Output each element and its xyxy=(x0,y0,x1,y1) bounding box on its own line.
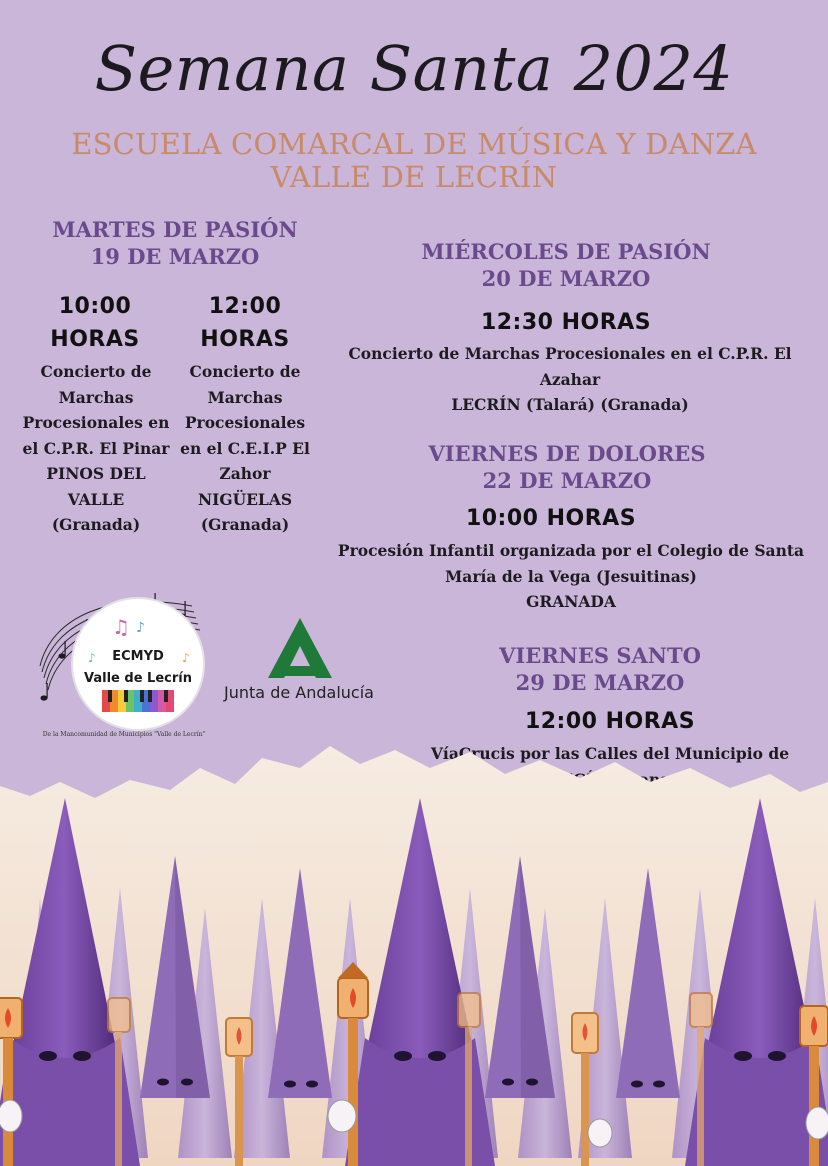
desc-line: Procesionales xyxy=(184,413,306,432)
ecmyd-caption: De la Mancomunidad de Municipios "Valle de Lecrín" xyxy=(42,731,206,738)
poster-title: Semana Santa 2024 xyxy=(94,32,734,105)
desc-line: Procesión Infantil organizada por el Colegio de Santa xyxy=(337,541,805,560)
desc-line: LECRÍN (Talará) (Granada) xyxy=(451,395,689,414)
desc-line: VíaCrucis por las Calles del Municipio de xyxy=(430,744,790,763)
martes-slot2-hour-label: HORAS xyxy=(200,327,290,352)
junta-andalucia-label: Junta de Andalucía xyxy=(224,683,374,702)
desc-line: VALLE xyxy=(67,489,125,509)
desc-line: Concierto de xyxy=(40,362,152,381)
svg-text:♫: ♫ xyxy=(112,615,130,639)
nazarenos-illustration xyxy=(0,738,828,1166)
ecmyd-logo xyxy=(32,586,208,746)
desc-line: María de la Vega (Jesuitinas) xyxy=(445,566,697,586)
desc-line: Azahar xyxy=(539,369,601,389)
svg-text:♪: ♪ xyxy=(136,620,145,636)
martes-day-name: MARTES DE PASIÓN xyxy=(52,217,298,242)
martes-slot2-hour-number: 12:00 xyxy=(208,294,282,319)
viernes-dolores-description xyxy=(318,538,824,615)
viernes-dolores-hour: 10:00 HORAS xyxy=(465,506,637,531)
martes-day-heading xyxy=(30,216,320,270)
viernes-dolores-day-name: VIERNES DE DOLORES xyxy=(428,441,706,466)
desc-line: en el C.E.I.P El xyxy=(180,438,310,458)
desc-line: Concierto de xyxy=(189,362,301,381)
viernes-santo-hour: 12:00 HORAS xyxy=(524,709,696,734)
svg-text:♪: ♪ xyxy=(182,651,190,665)
martes-slot1-hour-label: HORAS xyxy=(50,327,140,352)
viernes-dolores-day-heading xyxy=(386,440,748,494)
school-name-line1: ESCUELA COMARCAL DE MÚSICA Y DANZA xyxy=(71,127,757,161)
desc-line: el C.P.R. El Pinar xyxy=(22,438,170,458)
martes-slot2-description xyxy=(178,359,312,538)
ecmyd-logo-line1: ECMYD xyxy=(112,649,164,664)
miercoles-hour: 12:30 HORAS xyxy=(480,310,652,335)
martes-slot1-hour-number: 10:00 xyxy=(58,294,132,319)
desc-line: Procesionales en xyxy=(22,413,170,432)
svg-text:♪: ♪ xyxy=(88,651,96,665)
desc-line: Zahor xyxy=(219,464,271,483)
miercoles-day-name: MIÉRCOLES DE PASIÓN xyxy=(421,239,711,264)
school-name-line2: VALLE DE LECRÍN xyxy=(270,160,558,194)
desc-line: (Granada) xyxy=(51,515,141,534)
martes-date: 19 DE MARZO xyxy=(90,244,260,269)
martes-slot1-description xyxy=(14,359,178,538)
martes-slot2-hour xyxy=(170,290,320,356)
desc-line: Marchas xyxy=(58,387,134,407)
desc-line: NIGÜELAS xyxy=(197,489,293,509)
miercoles-day-heading xyxy=(386,238,746,292)
desc-line: (Granada) xyxy=(200,515,290,534)
miercoles-description xyxy=(320,341,820,418)
viernes-santo-day-name: VIERNES SANTO xyxy=(499,643,701,668)
ecmyd-logo-line2: Valle de Lecrín xyxy=(84,671,192,686)
desc-line: Concierto de Marchas Procesionales en el C.P.R. El xyxy=(348,344,792,363)
viernes-santo-day-heading xyxy=(430,642,770,696)
martes-slot1-hour xyxy=(20,290,170,356)
desc-line: Marchas xyxy=(207,387,283,407)
miercoles-date: 20 DE MARZO xyxy=(481,266,651,291)
desc-line: GRANADA xyxy=(526,592,616,611)
viernes-santo-date: 29 DE MARZO xyxy=(515,670,685,695)
desc-line: PINOS DEL xyxy=(46,464,146,483)
viernes-dolores-date: 22 DE MARZO xyxy=(482,468,652,493)
